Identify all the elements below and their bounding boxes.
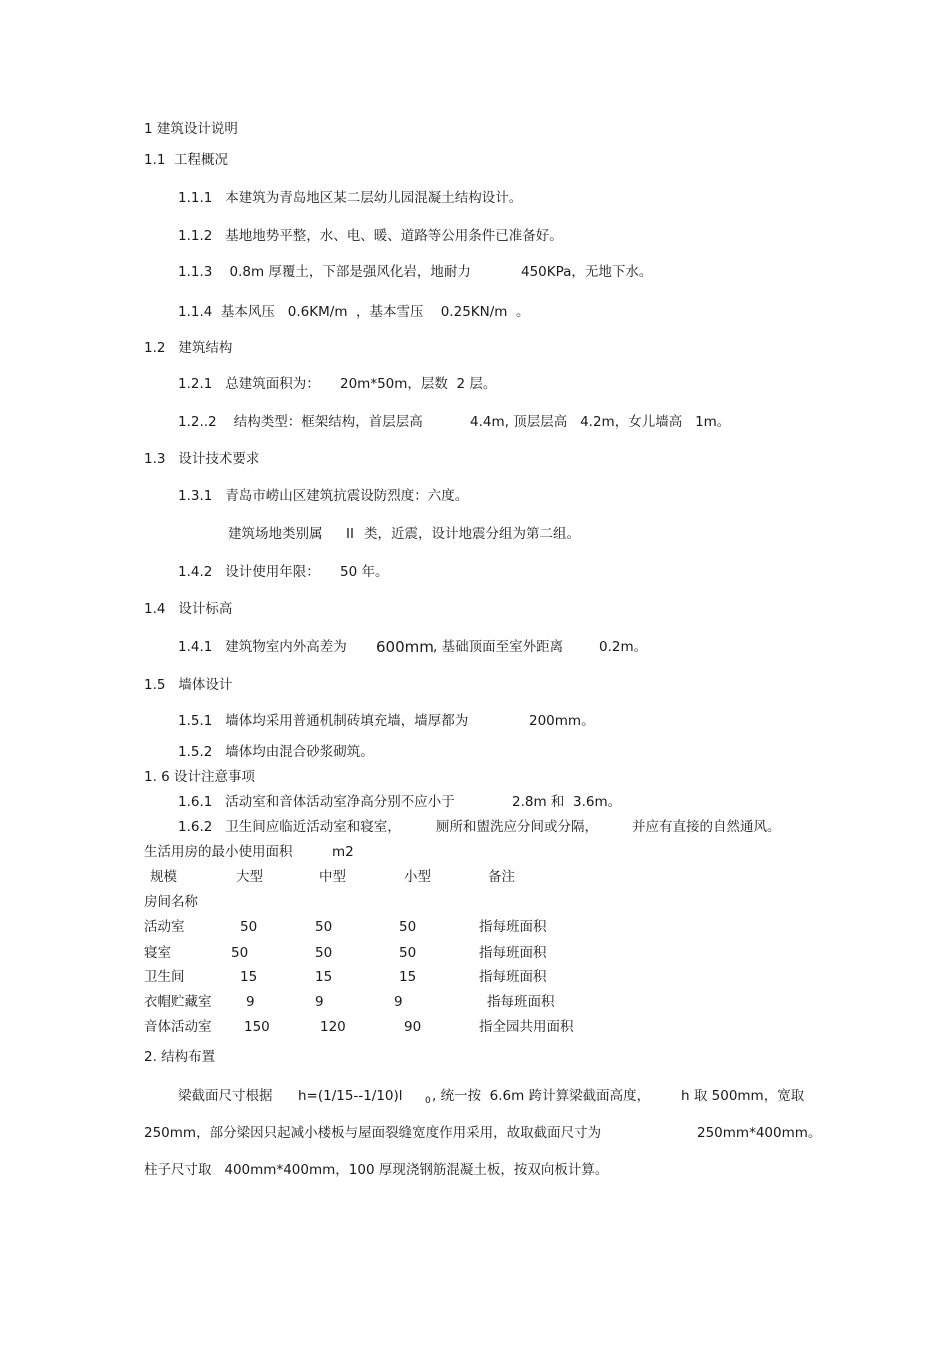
table-cell: 9 bbox=[246, 994, 255, 1010]
para-1-1-1: 1.1.1 本建筑为青岛地区某二层幼儿园混凝土结构设计。 bbox=[178, 190, 523, 206]
para-1-2-1-text: 1.2.1 总建筑面积为： bbox=[178, 376, 320, 392]
para-1-2-1-value: 20m*50m，层数 2 层。 bbox=[340, 376, 497, 392]
table-cell: 15 bbox=[315, 969, 333, 985]
section-1-2-heading: 1.2 建筑结构 bbox=[144, 340, 233, 356]
table-cell: 9 bbox=[394, 994, 403, 1010]
section-1-5-heading: 1.5 墙体设计 bbox=[144, 677, 233, 693]
table-cell: 150 bbox=[244, 1019, 270, 1035]
doc-title: 1 建筑设计说明 bbox=[144, 121, 238, 137]
para-1-1-3-value: 450KPa，无地下水。 bbox=[521, 264, 653, 280]
section-2-line-3: 柱子尺寸取 400mm*400mm，100 厚现浇钢筋混凝土板，按双向板计算。 bbox=[144, 1162, 609, 1178]
table-cell: 50 bbox=[399, 945, 417, 961]
section-1-4-heading: 1.4 设计标高 bbox=[144, 601, 233, 617]
table-cell: 卫生间 bbox=[144, 969, 185, 985]
para-1-6-2-part1: 1.6.2 卫生间应临近活动室和寝室， bbox=[178, 819, 401, 835]
para-1-4-2-text: 1.4.2 设计使用年限： bbox=[178, 564, 320, 580]
para-1-1-4: 1.1.4 基本风压 0.6KM/m ，基本雪压 0.25KN/m 。 bbox=[178, 304, 530, 320]
table-cell: 15 bbox=[399, 969, 417, 985]
table-cell: 指每班面积 bbox=[487, 994, 555, 1010]
table-cell: 指每班面积 bbox=[479, 919, 547, 935]
para-1-4-1-text2: , 基础顶面至室外距离 bbox=[433, 639, 564, 655]
table-header-cell: 大型 bbox=[236, 869, 263, 885]
wall-thickness-value: 200mm。 bbox=[529, 713, 595, 729]
table-cell: 活动室 bbox=[144, 919, 185, 935]
table-cell: 音体活动室 bbox=[144, 1019, 212, 1035]
table-cell: 50 bbox=[399, 919, 417, 935]
height-diff-value: 600mm bbox=[376, 638, 434, 656]
para-1-5-1-text: 1.5.1 墙体均采用普通机制砖填充墙，墙厚都为 bbox=[178, 713, 469, 729]
table-caption-unit: m2 bbox=[332, 844, 354, 860]
para-1-6-2-part2: 厕所和盥洗应分间或分隔， bbox=[436, 819, 598, 835]
beam-height-text: h 取 500mm，宽取 bbox=[681, 1088, 805, 1104]
para-1-6-2-part3: 并应有直接的自然通风。 bbox=[632, 819, 781, 835]
table-cell: 15 bbox=[240, 969, 258, 985]
table-cell: 指每班面积 bbox=[479, 969, 547, 985]
para-1-2-2-value: 4.4m, 顶层层高 4.2m，女儿墙高 1m。 bbox=[470, 414, 731, 430]
table-cell: 50 bbox=[240, 919, 258, 935]
table-header-cell: 备注 bbox=[488, 869, 515, 885]
para-1-6-1-value: 2.8m 和 3.6m。 bbox=[512, 794, 622, 810]
table-header-cell: 规模 bbox=[150, 869, 177, 885]
beam-span-text: , 统一按 6.6m 跨计算梁截面高度， bbox=[432, 1088, 651, 1104]
table-cell: 90 bbox=[404, 1019, 422, 1035]
site-class-desc: 类，近震，设计地震分组为第二组。 bbox=[364, 526, 580, 542]
table-cell: 50 bbox=[231, 945, 249, 961]
beam-formula-subscript: 0 bbox=[425, 1096, 431, 1106]
para-1-1-2: 1.1.2 基地地势平整，水、电、暖、道路等公用条件已准备好。 bbox=[178, 228, 563, 244]
foundation-distance-value: 0.2m。 bbox=[599, 639, 648, 655]
para-1-5-2: 1.5.2 墙体均由混合砂浆砌筑。 bbox=[178, 744, 374, 760]
beam-width-text: 250mm，部分梁因只起减小楼板与屋面裂缝宽度作用采用，故取截面尺寸为 bbox=[144, 1125, 602, 1141]
para-1-1-3-text: 1.1.3 0.8m 厚覆土，下部是强风化岩，地耐力 bbox=[178, 264, 471, 280]
section-2-line-2 bbox=[0, 1124, 820, 1196]
para-1-1-3 bbox=[178, 263, 738, 335]
para-1-3-1: 1.3.1 青岛市崂山区建筑抗震设防烈度：六度。 bbox=[178, 488, 469, 504]
table-cell: 指每班面积 bbox=[479, 945, 547, 961]
table-caption-text: 生活用房的最小使用面积 bbox=[144, 844, 293, 860]
table-cell: 寝室 bbox=[144, 945, 171, 961]
table-cell: 50 bbox=[315, 945, 333, 961]
table-cell: 120 bbox=[320, 1019, 346, 1035]
section-1-1-heading: 1.1 工程概况 bbox=[144, 152, 229, 168]
beam-section-value: 250mm*400mm。 bbox=[697, 1125, 822, 1141]
para-1-4-2-value: 50 年。 bbox=[340, 564, 389, 580]
table-cell: 指全园共用面积 bbox=[479, 1019, 574, 1035]
para-1-4-1-text: 1.4.1 建筑物室内外高差为 bbox=[178, 639, 347, 655]
table-row-label: 房间名称 bbox=[144, 894, 198, 910]
para-1-2-2 bbox=[178, 413, 778, 485]
para-1-2-2-text: 1.2..2 结构类型：框架结构，首层层高 bbox=[178, 414, 423, 430]
table-cell: 衣帽贮藏室 bbox=[144, 994, 212, 1010]
section-1-6-heading: 1. 6 设计注意事项 bbox=[144, 769, 256, 785]
section-2-heading: 2. 结构布置 bbox=[144, 1049, 216, 1065]
table-cell: 9 bbox=[315, 994, 324, 1010]
para-1-4-2 bbox=[178, 563, 478, 635]
beam-text: 梁截面尺寸根据 bbox=[178, 1088, 273, 1104]
table-header-cell: 小型 bbox=[404, 869, 431, 885]
section-1-3-heading: 1.3 设计技术要求 bbox=[144, 451, 260, 467]
table-header-cell: 中型 bbox=[319, 869, 346, 885]
beam-formula: h=(1/15--1/10)l bbox=[298, 1088, 403, 1104]
site-class-text: 建筑场地类别属 bbox=[228, 526, 323, 542]
site-class-value: II bbox=[346, 526, 354, 542]
para-1-6-1-text: 1.6.1 活动室和音体活动室净高分别不应小于 bbox=[178, 794, 455, 810]
table-cell: 50 bbox=[315, 919, 333, 935]
